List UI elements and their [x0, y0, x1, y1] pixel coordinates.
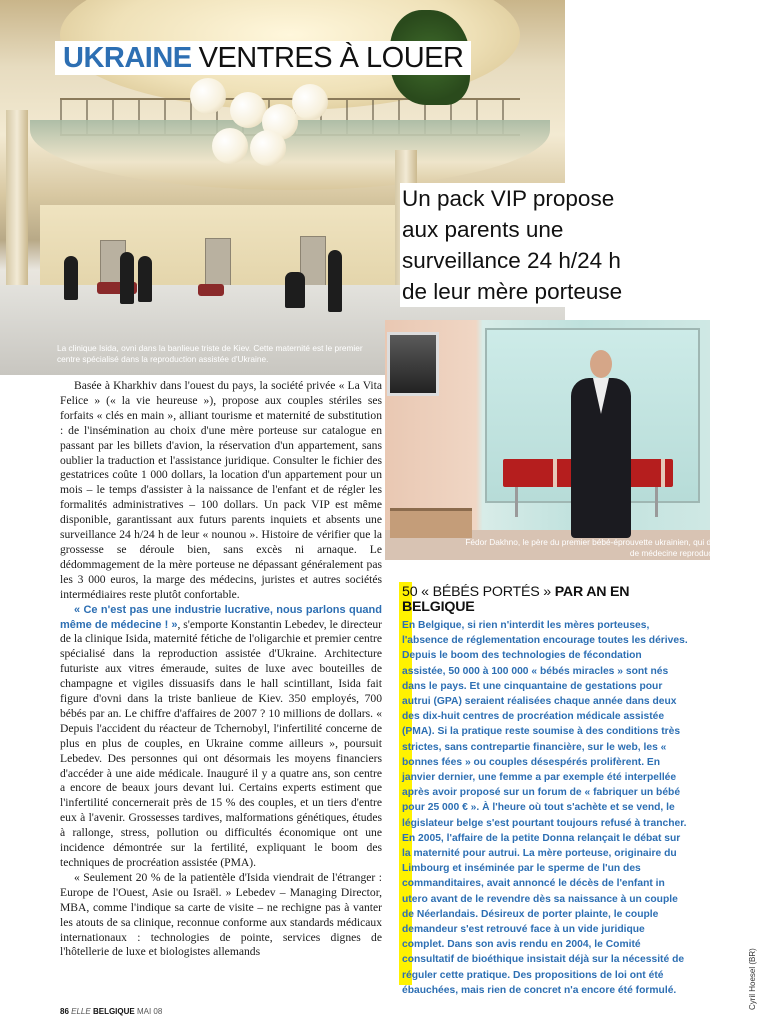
body-paragraph: Basée à Kharkhiv dans l'ouest du pays, la société privée « La Vita Felice » (« la vie heureuse »), propose aux couples stériles ses forfaits « clés en main », alliant tourisme et maternité de substitution : de l'insémination au choix d'une mère porteuse sur catalogue en passant par les billets d'avion, la réservation d'un appartement, sans oublier la traduction et l'assistance juridique. Consulter le fichier des gestatrices coûte 1 000 dollars, la location d'un appartement pour un mois – le temps d'assister à la naissance de l'enfant et de régler les formalités administratives – 100 dollars. Un pack VIP est même disponible, garantissant aux futurs parents inquiets et absents une surveillance 24 h/24 h de leur « nounou ». Histoire de vérifier que la grossesse se déroule bien, sans excès ni arnaque. Le dédommagement de la mère porteuse ne dépassant généralement pas les 3 000 euros, la marge des médecins, juristes et autres sociétés intermédiaires reste plutôt confortable.	[60, 379, 382, 601]
article-headline	[55, 41, 471, 75]
page-number: 86	[60, 1007, 69, 1016]
issue-date: MAI 08	[136, 1007, 163, 1016]
photo-credit: Cyril Hoesel (BR)	[748, 948, 757, 1010]
photo-table	[390, 508, 472, 538]
sidebar-box	[402, 585, 688, 998]
article-body	[60, 379, 382, 960]
photo-person	[138, 256, 152, 302]
photo-bench-leg	[655, 487, 658, 517]
body-paragraph	[60, 603, 382, 871]
magazine-name: ELLE	[71, 1007, 91, 1016]
photo-poster	[387, 332, 439, 396]
photo-lamp	[212, 128, 248, 164]
body-paragraph: « Seulement 20 % de la patientèle d'Isida viendrait de l'étranger : Europe de l'Ouest, Asie ou Israël. » Lebedev – Managing Director, MBA, comme l'indique sa carte de visite – ne rechigne pas à vanter les atouts de sa clinique, reconnue conforme aux standards médicaux internationaux : technologies de pointe, services dignes de l'hôtellerie de luxe et biologistes allemands	[60, 870, 382, 959]
photo-person	[120, 252, 134, 304]
photo-pillar	[6, 110, 28, 310]
subheadline-line: surveillance 24 h/24 h	[400, 245, 700, 276]
second-photo-caption: Fédor Dakhno, le père du premier bébé-éprouvette ukrainien, qui dirige l'Institut de médecine reproductive de Kiev.	[465, 537, 757, 558]
photo-person	[64, 256, 78, 300]
photo-bench-leg	[515, 487, 518, 517]
headline-title: VENTRES À LOUER	[198, 41, 464, 74]
page-folio	[60, 1007, 162, 1016]
photo-person	[328, 250, 342, 312]
pull-quote: « Ce n'est pas une industrie lucrative, nous parlons quand même de médecine ! »	[60, 603, 382, 631]
photo-lamp	[292, 84, 328, 120]
photo-lamp	[250, 130, 286, 166]
subheadline-line: Un pack VIP propose	[400, 183, 700, 214]
photo-lamp	[190, 78, 226, 114]
subheadline-line: de leur mère porteuse	[400, 276, 700, 307]
sidebar-text: En Belgique, si rien n'interdit les mères porteuses, l'absence de réglementation encourage toutes les dérives. Depuis le boom des technologies de fécondation assistée, 50 000 à 100 000 « bébés miracles » sont nés dans le pays. Et une cinquantaine de gestations pour autrui (GPA) seraient réalisées chaque année dans deux des dix-huit centres de procréation médicale assistée (PMA). Si la pratique reste soumise à des conditions très strictes, sans contrepartie financière, sur le web, les « bonnes fées » ou couples désespérés prolifèrent. En janvier dernier, une femme a par exemple été interpellée après avoir proposé sur un forum de « fabriquer un bébé pour 25 000 € ». À l'heure où tout s'achète et se vend, le législateur belge s'est pourtant toujours refusé à trancher. En 2005, l'affaire de la petite Donna relançait le débat sur la maternité pour autrui. La mère porteuse, originaire du Limbourg et inséminée par le sperme de l'un des commanditaires, avait annoncé le décès de l'enfant in utero avant de le revendre dès sa naissance à un couple de Néerlandais. Désireux de porter plainte, le couple demandeur s'est retrouvé face à un vide juridique complet. Dans son avis rendu en 2004, le Comité consultatif de bioéthique insistait déjà sur la nécessité de réguler cette pratique. Des propositions de loi ont été ébauchées, mais rien de concret n'a encore été formulé.	[402, 620, 688, 996]
subheadline-line: aux parents une	[400, 214, 700, 245]
headline-country: UKRAINE	[63, 41, 192, 74]
sidebar-title: 50 « BÉBÉS PORTÉS » PAR AN EN BELGIQUE	[402, 584, 630, 615]
edition-name: BELGIQUE	[92, 1007, 135, 1016]
photo-sofa	[198, 284, 224, 296]
second-photo-doctor	[385, 320, 710, 560]
hero-photo-caption: La clinique Isida, ovni dans la banlieue triste de Kiev. Cette maternité est le premier centre spécialisé dans la reproduction assistée d'Ukraine.	[57, 343, 363, 364]
photo-person	[285, 272, 305, 308]
photo-man-head	[590, 350, 612, 378]
body-paragraph-text: , s'emporte Konstantin Lebedev, le directeur de la clinique Isida, maternité fétiche de l'oligarchie et premier centre spécialisé dans la reproduction assistée d'Ukraine. Architecture futuriste aux vitres émeraude, suites de luxe avec bouteilles de champagne et vigiles dissuasifs dans le hall scintillant, Isida fait figure d'ovni dans la triste banlieue de Kiev. 350 employés, 700 bébés par an. Le chiffre d'affaires de 2007 ? 10 millions de dollars. « Depuis l'accident du réacteur de Tchernobyl, l'infertilité concerne de plus en plus de couples, en Ukraine comme ailleurs », poursuit Lebedev. Des personnes qui ont désormais les moyens financiers d'accéder à une aide médicale. Inauguré il y a quatre ans, son centre a encore de beaux jours devant lui. Certains experts estiment que l'infertilité concernerait près de 15 % des couples, et un tiers d'entre eux à l'avenir. Grossesses tardives, malformations génétiques, études à rallonge, stress, pollution ou difficultés économique ont une incidence démontrée sur la fertilité, expliquant le boom des techniques de procréation assistée (PMA).	[60, 617, 382, 869]
photo-lamp	[230, 92, 266, 128]
subheadline	[400, 183, 700, 307]
